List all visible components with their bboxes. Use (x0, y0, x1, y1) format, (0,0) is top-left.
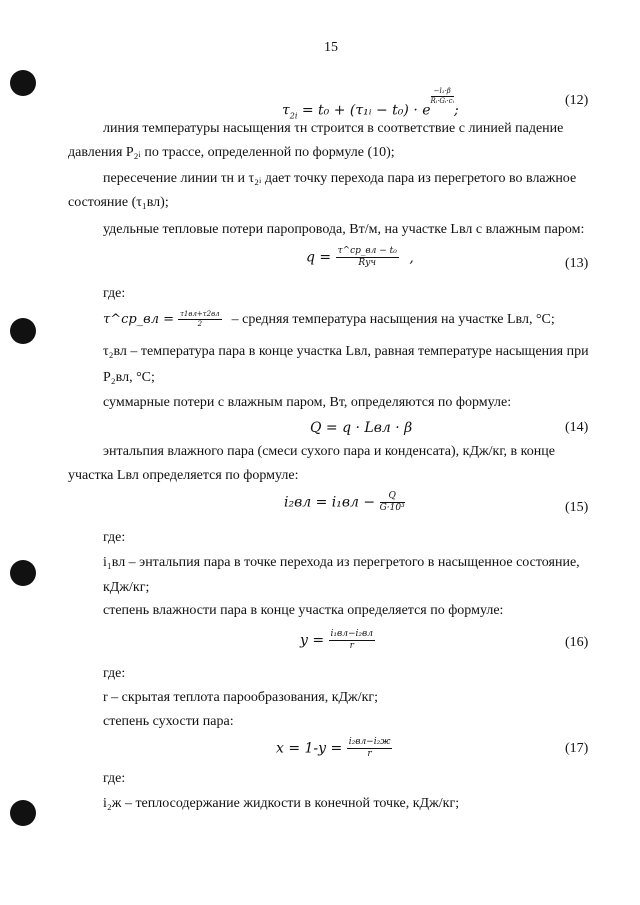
def1-symbol: τ^ср_вл = (103, 312, 175, 327)
eq13-num: τ^ср_вл − t₀ (337, 246, 397, 256)
paragraph-6: суммарные потери с влажным паром, Вт, определяются по формуле: (103, 395, 512, 410)
paragraph-9: степень сухости пара: (103, 714, 234, 729)
paragraph-1: линия температуры насыщения τн строится в соответствие с линией падение (103, 121, 564, 136)
paragraph-3: пересечение линии τн и τ₂ᵢ дает точку перехода пара из перегретого во влажное (103, 171, 577, 186)
eq15-fraction (380, 492, 405, 513)
eq17-den: r (367, 749, 372, 759)
eq16-num: i₁вл−i₂вл (330, 629, 373, 639)
eq12-rhs: = t₀ + (τ₁ᵢ − t₀) · e (301, 102, 431, 119)
punch-hole-4 (10, 800, 36, 826)
eq12-exponent (431, 88, 454, 105)
definition-2-line-2: P₂вл, °C; (103, 370, 155, 385)
equation-16 (300, 630, 375, 651)
definition-1 (103, 310, 555, 328)
definition-2-line-1: τ₂вл – температура пара в конце участка Lвл, равная температуре насыщения при (103, 344, 589, 359)
definition-4: r – скрытая теплота парообразования, кДж/кг; (103, 690, 379, 705)
equation-13 (306, 247, 414, 268)
eq17-num: i₂вл−i₂ж (348, 737, 391, 747)
eq12-tail: ; (453, 102, 459, 119)
equation-12 (282, 88, 459, 120)
eq16-number: (16) (565, 635, 589, 650)
where-label-2: где: (103, 530, 126, 545)
eq17-fraction (347, 738, 393, 759)
where-label-1: где: (103, 286, 126, 301)
punch-hole-2 (10, 318, 36, 344)
eq15-num: Q (380, 492, 405, 503)
definition-5: i₂ж – теплосодержание жидкости в конечной точке, кДж/кг; (103, 796, 460, 811)
equation-17 (276, 738, 392, 759)
eq12-lhs: τ (282, 102, 290, 119)
eq12-exp-den: Rᵢ·Gᵢ·cᵢ (430, 97, 454, 105)
eq15-lhs: i₂вл = i₁вл − (284, 494, 380, 511)
eq13-tail: , (409, 249, 414, 266)
def1-text: – средняя температура насыщения на участке Lвл, °C; (231, 312, 555, 327)
def1-den: 2 (197, 319, 203, 328)
punch-hole-3 (10, 560, 36, 586)
where-label-4: где: (103, 771, 126, 786)
page-number: 15 (324, 40, 338, 55)
paragraph-5: удельные тепловые потери паропровода, Вт/м, на участке Lвл с влажным паром: (103, 222, 585, 237)
equation-15 (284, 492, 405, 513)
eq16-den: r (349, 641, 354, 651)
definition-3-line-2: кДж/кг; (103, 580, 150, 595)
eq16-fraction (329, 630, 375, 651)
eq12-exp-num: −l₁·β (431, 88, 454, 97)
paragraph-7-line-2: участка Lвл определяется по формуле: (68, 468, 299, 483)
eq17-lhs: x = 1-y = (276, 740, 347, 757)
eq13-den: Rуч (358, 258, 377, 268)
paragraph-8: степень влажности пара в конце участка определяется по формуле: (103, 603, 504, 618)
def1-num: τ1вл+τ2вл (180, 309, 220, 318)
equation-14: Q = q · Lвл · β (310, 420, 413, 436)
definition-3-line-1: i₁вл – энтальпия пара в точке перехода из перегретого в насыщенное состояние, (103, 555, 580, 570)
paragraph-4: состояние (τ₁вл); (68, 195, 169, 210)
eq12-number: (12) (565, 93, 589, 108)
paragraph-2: давления P₂ᵢ по трассе, определенной по формуле (10); (68, 145, 395, 160)
eq12-lhs-sub: 2i (289, 111, 298, 121)
eq15-number: (15) (565, 500, 589, 515)
eq13-fraction (336, 247, 399, 268)
eq13-lhs: q = (306, 249, 336, 266)
where-label-3: где: (103, 666, 126, 681)
def1-fraction (178, 311, 222, 328)
paragraph-7-line-1: энтальпия влажного пара (смеси сухого пара и конденсата), кДж/кг, в конце (103, 444, 555, 459)
eq17-number: (17) (565, 741, 589, 756)
eq15-den: G·10³ (379, 503, 405, 513)
eq16-lhs: y = (300, 632, 329, 649)
punch-hole-1 (10, 70, 36, 96)
eq13-number: (13) (565, 256, 589, 271)
eq14-number: (14) (565, 420, 589, 435)
